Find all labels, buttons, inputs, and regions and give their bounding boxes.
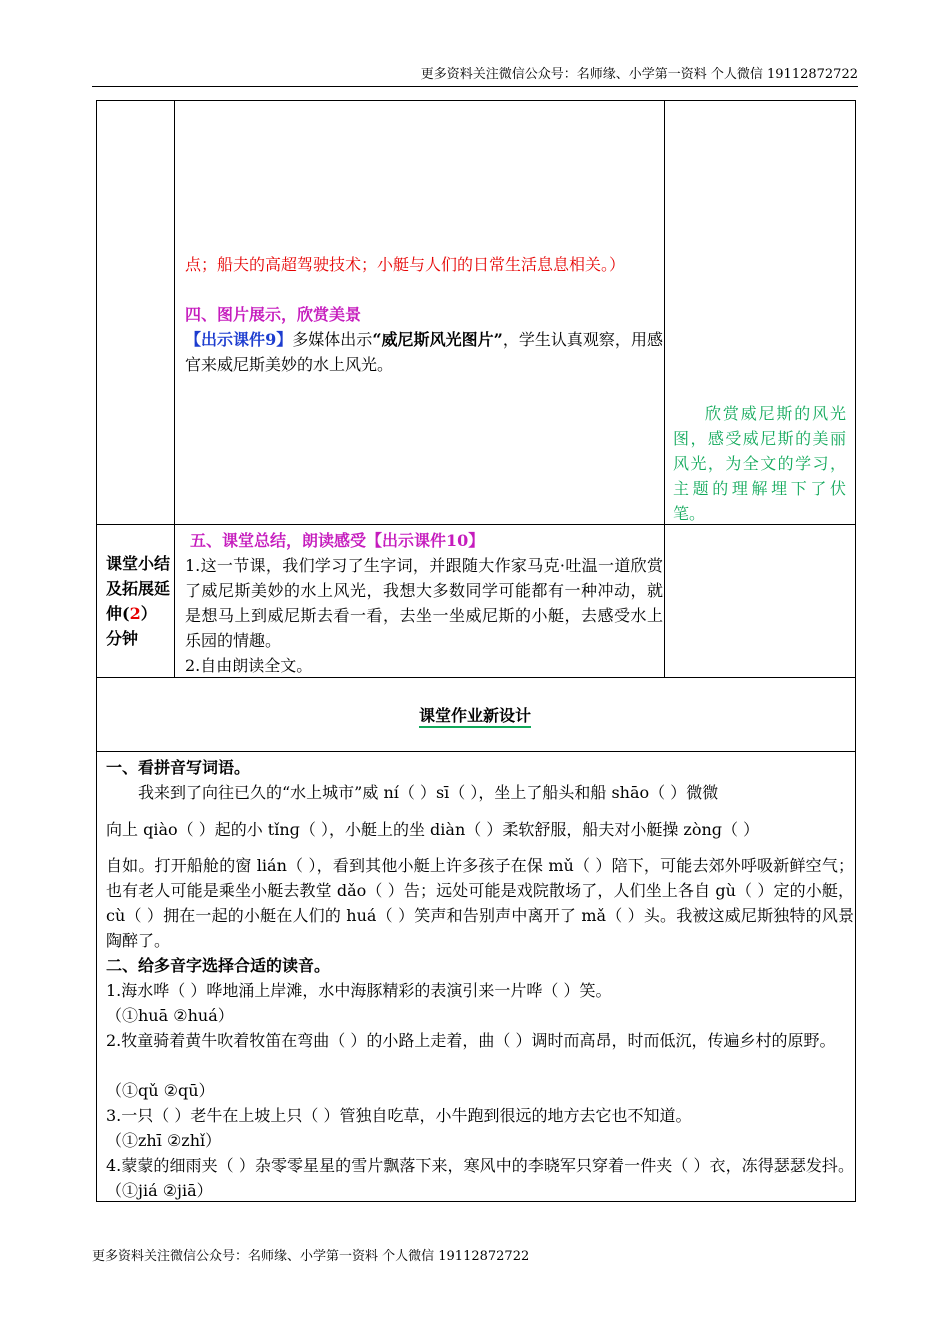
row-label-num: 2	[129, 604, 141, 623]
summary-item-2: 2.自由朗读全文。	[185, 656, 313, 675]
section-4-body	[185, 327, 663, 377]
red-text: 点；船夫的高超驾驶技术；小艇与人们的日常生活息息相关。）	[185, 255, 626, 274]
homework-title: 课堂作业新设计	[96, 704, 854, 728]
section-5-title	[190, 528, 660, 553]
col-divider-1	[174, 100, 175, 678]
question-1-options: （①huā ②huá）	[106, 1006, 234, 1025]
part-1-line-3: 自如。打开船舱的窗 lián（ ），看到其他小艇上许多孩子在保 mǔ（ ）陪下，可能去郊外呼吸新鲜空气；也有老人可能是乘坐小艇去教堂 dǎo（ ）告；远处可能是戏院散场了，人们坐上各自 gù（ ）定的小艇，cù（ ）拥在一起的小艇在人们的 huá（ ）笑声和告别声中离开了 mǎ（ ）头。我被这威尼斯独特的风景陶醉了。	[106, 856, 854, 950]
media-bold: “威尼斯风光图片”	[372, 330, 503, 349]
row-divider-3	[96, 751, 855, 752]
media-suffix: ，学生认真观察，用感官来威尼斯美妙的水上风光。	[185, 330, 663, 374]
row-label-a: 课堂小结及拓展延伸(	[106, 554, 171, 623]
right-note: 欣赏威尼斯的风光图，感受威尼斯的美丽风光，为全文的学习，主题的理解埋下了伏笔。	[673, 404, 846, 523]
page-footer: 更多资料关注微信公众号：名师缘、小学第一资料 个人微信 19112872722	[92, 1249, 530, 1264]
part-1-title: 一、看拼音写词语。	[106, 758, 251, 777]
question-2: 2.牧童骑着黄牛吹着牧笛在弯曲（ ）的小路上走着，曲（ ）调时而高昂，时而低沉，传遍乡村的原野。	[106, 1031, 836, 1050]
part-1-line-2: 向上 qiào（ ）起的小 tǐnɡ（ ），小艇上的坐 diàn（ ）柔软舒服，船夫对小艇操 zònɡ（ ）	[106, 820, 760, 839]
question-4: 4.蒙蒙的细雨夹（ ）杂零零星星的雪片飘落下来，寒风中的李晓军只穿着一件夹（ ）衣，冻得瑟瑟发抖。（①jiá ②jiā）	[106, 1156, 854, 1200]
courseware-9: 【出示课件9】	[185, 330, 293, 349]
question-2-options: （①qǔ ②qū）	[106, 1081, 215, 1100]
row-label-b: ）分钟	[106, 604, 157, 648]
col-divider-2	[664, 100, 665, 678]
question-3-options: （①zhī ②zhǐ）	[106, 1131, 222, 1150]
header-rule	[92, 86, 858, 87]
section-4-title: 四、图片展示，欣赏美景	[185, 305, 362, 324]
question-3: 3.一只（ ）老牛在上坡上只（ ）管独自吃草，小牛跑到很远的地方去它也不知道。	[106, 1106, 692, 1125]
page-header: 更多资料关注微信公众号：名师缘、小学第一资料 个人微信 19112872722	[420, 67, 858, 82]
part-1-line-1: 我来到了向往已久的“水上城市”威 ní（ ）sī（ ），坐上了船头和船 shāo（ ）微微	[138, 783, 719, 802]
summary-item-1: 1.这一节课，我们学习了生字词，并跟随大作家马克·吐温一道欣赏了威尼斯美妙的水上风光，我想大多数同学可能都有一种冲动，就是想马上到威尼斯去看一看，去坐一坐威尼斯的小艇，去感受水上乐园的情趣。	[185, 556, 663, 650]
question-1: 1.海水哗（ ）哗地涌上岸滩，水中海豚精彩的表演引来一片哗（ ）笑。	[106, 981, 612, 1000]
courseware-10: 【出示课件10】	[366, 531, 485, 550]
part-2-title: 二、给多音字选择合适的读音。	[106, 956, 331, 975]
section-5-title-text: 五、课堂总结，朗读感受	[190, 531, 367, 550]
media-prefix: 多媒体出示	[292, 330, 373, 349]
row-label	[106, 551, 172, 651]
